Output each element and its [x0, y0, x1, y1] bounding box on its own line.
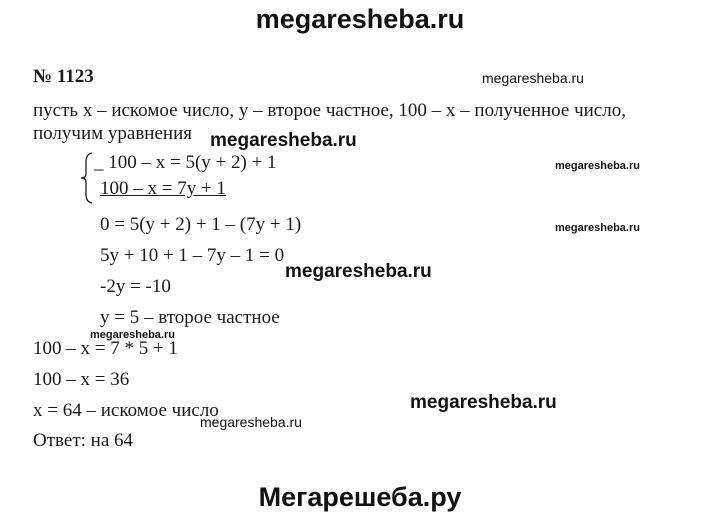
watermark: megaresheba.ru [410, 392, 557, 413]
watermark: megaresheba.ru [555, 222, 640, 234]
watermark: megaresheba.ru [482, 70, 584, 86]
site-header: megaresheba.ru [255, 4, 465, 34]
step-7: x = 64 – искомое число [33, 400, 219, 421]
system-brace [80, 152, 94, 204]
problem-number: № 1123 [33, 66, 94, 87]
intro-line-1: пусть x – искомое число, y – второе частное, 100 – x – полученное число, [33, 100, 626, 121]
watermark: megaresheba.ru [210, 130, 357, 151]
answer: Ответ: на 64 [33, 430, 134, 451]
step-1: 0 = 5(y + 2) + 1 – (7y + 1) [100, 214, 302, 235]
step-4: y = 5 – второе частное [100, 307, 280, 328]
watermark: megaresheba.ru [555, 160, 640, 172]
site-footer: Мегарешеба.ру [258, 482, 462, 512]
step-3: -2y = -10 [100, 276, 171, 297]
system-equation-1: _ 100 – x = 5(y + 2) + 1 [94, 152, 277, 173]
step-5: 100 – x = 7 * 5 + 1 [33, 338, 178, 359]
watermark: megaresheba.ru [90, 329, 175, 341]
step-2: 5y + 10 + 1 – 7y – 1 = 0 [100, 245, 285, 266]
watermark: megaresheba.ru [285, 261, 432, 282]
intro-line-2: получим уравнения [33, 123, 192, 144]
system-equation-2: 100 – x = 7y + 1 [100, 178, 226, 199]
watermark: megaresheba.ru [200, 414, 302, 430]
step-6: 100 – x = 36 [33, 369, 130, 390]
